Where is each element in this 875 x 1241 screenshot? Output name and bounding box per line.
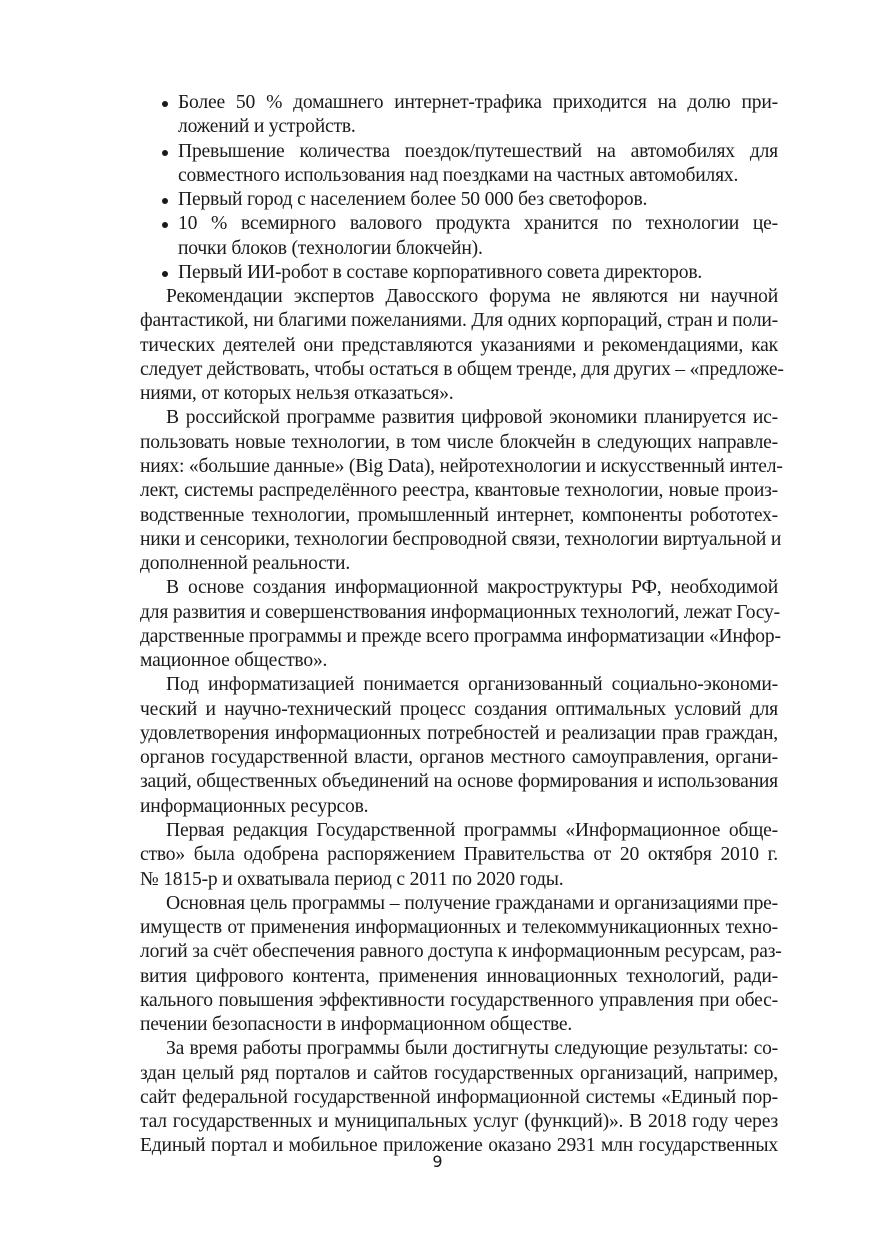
text-line: ложений и устройств. [178,116,356,138]
text-line: здан целый ряд порталов и сайтов государственных организаций, например, [140,1062,778,1084]
bullet-item [140,91,778,140]
body-text [140,91,784,1159]
text-line: В российской программе развития цифровой экономики планируется ис- [166,407,778,429]
text-line: логий за счёт обеспечения равного доступа к информационным ресурсам, раз- [140,941,782,963]
text-line: ство» была одобрена распоряжением Правительства от 20 октября 2010 г. [140,844,778,866]
text-line: Рекомендации экспертов Давосского форума не являются ни научной [166,286,778,308]
text-line: ники и сенсорики, технологии беспроводной связи, технологии виртуальной и [140,528,782,550]
text-line: тических деятелей они представляются указаниями и рекомендациями, как [140,334,778,356]
text-line: № 1815-р и охватывала период с 2011 по 2020 годы. [140,868,564,890]
paragraph [140,285,784,406]
paragraph [140,819,778,892]
text-line: сайт федеральной государственной информационной системы «Единый пор- [140,1086,778,1108]
paragraph [140,1037,778,1158]
paragraph [140,406,783,576]
text-line: дополненной реальности. [140,553,351,575]
bullet-item [140,140,778,189]
text-line: заций, общественных объединений на основе формирования и использования [140,771,778,793]
text-line: Более 50 % домашнего интернет-трафика приходится на долю при- [140,91,778,115]
text-line: печении безопасности в информационном обществе. [140,1014,573,1036]
text-line: органов государственной власти, органов местного самоуправления, органи- [140,747,778,769]
text-line: водственные технологии, промышленный интернет, компоненты робототех- [140,504,778,526]
text-line: фантастикой, ни благими пожеланиями. Для одних корпораций, стран и поли- [140,310,779,332]
text-line: кального повышения эффективности государственного управления при обес- [140,989,778,1011]
text-line: Под информатизацией понимается организованный социально-экономи- [166,674,778,696]
text-line: имуществ от применения информационных и телекоммуникационных техно- [140,917,778,939]
text-line: ческий и научно-технический процесс создания оптимальных условий для [140,698,778,720]
text-line: пользовать новые технологии, в том числе блокчейн в следующих направле- [140,431,778,453]
bullet-item [140,261,778,285]
text-line: лект, системы распределённого реестра, квантовые технологии, новые произ- [140,480,778,502]
text-line: Основная цель программы – получение гражданами и организациями пре- [166,892,778,914]
page-number: 9 [432,1152,443,1171]
paragraph [140,576,781,673]
text-line: почки блоков (технологии блокчейн). [178,237,483,259]
text-line: Превышение количества поездок/путешествий на автомобилях для [140,140,778,164]
text-line: дарственные программы и прежде всего программа информатизации «Инфор- [140,625,781,647]
paragraph [140,892,782,1038]
text-line: В основе создания информационной макроструктуры РФ, необходимой [166,577,778,599]
text-line: ниями, от которых нельзя отказаться». [140,383,454,405]
text-line: Первый ИИ-робот в составе корпоративного совета директоров. [140,261,778,285]
text-line: тал государственных и муниципальных услуг (функций)». В 2018 году через [140,1111,778,1133]
text-line: мационное общество». [140,650,328,672]
text-line: следует действовать, чтобы остаться в общем тренде, для других – «предложе- [140,358,784,380]
text-line: информационных ресурсов. [140,795,369,817]
text-line: 10 % всемирного валового продукта хранится по технологии це- [140,212,778,236]
text-line: Единый портал и мобильное приложение оказано 2931 млн государственных [140,1135,778,1157]
text-line: Первая редакция Государственной программы «Информационное обще- [166,819,778,841]
text-line: Первый город с населением более 50 000 без светофоров. [140,188,778,212]
paragraph [140,673,778,819]
text-line: ниях: «большие данные» (Big Data), нейротехнологии и искусственный интел- [140,455,783,477]
text-line: За время работы программы были достигнуты следующие результаты: со- [166,1038,778,1060]
bullet-item [140,188,778,212]
text-line: удовлетворения информационных потребностей и реализации прав граждан, [140,722,778,744]
text-line: для развития и совершенствования информационных технологий, лежат Госу- [140,601,780,623]
bullet-item [140,212,778,261]
text-line: совместного использования над поездками на частных автомобилях. [178,164,739,186]
text-line: вития цифрового контента, применения инновационных технологий, ради- [140,965,778,987]
